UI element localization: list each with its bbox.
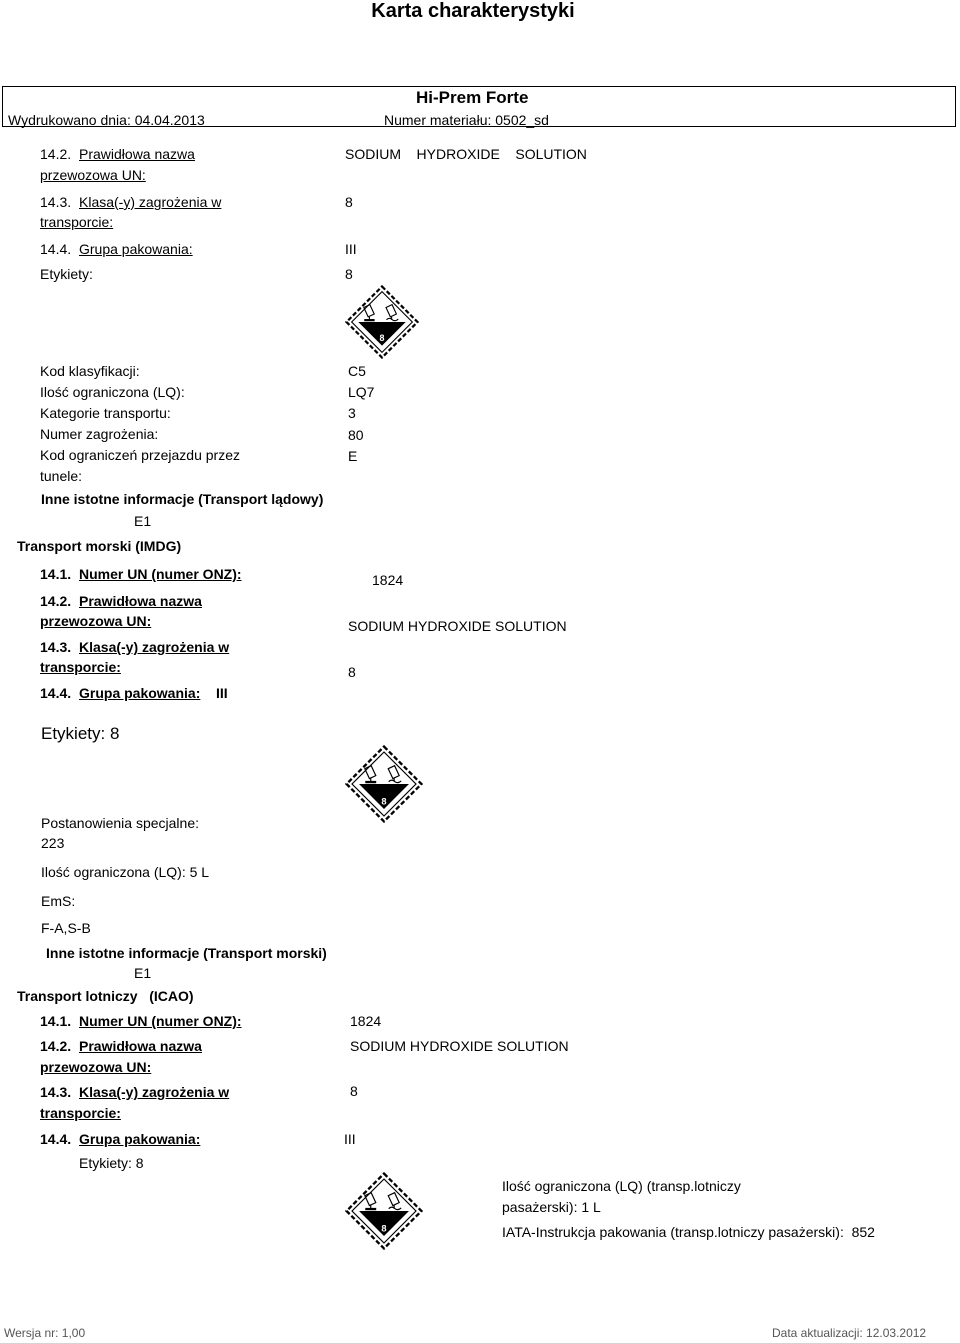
sea-other-info-value: E1 (134, 965, 152, 981)
air-141-value: 1824 (350, 1013, 382, 1029)
sea-other-info-heading: Inne istotne informacje (Transport morski) (46, 945, 327, 961)
road-144-value: III (345, 241, 357, 257)
air-144-label: Grupa pakowania: (79, 1131, 201, 1147)
air-144-value: III (344, 1131, 356, 1147)
air-143-label: Klasa(-y) zagrożenia w (79, 1084, 230, 1100)
hazard-class-number: 8 (381, 1223, 387, 1234)
road-144-num: 14.4. (40, 241, 72, 257)
sea-heading: Transport morski (IMDG) (17, 538, 182, 554)
road-143-value: 8 (345, 194, 353, 210)
air-143-value: 8 (350, 1083, 358, 1099)
footer-version: Wersja nr: 1,00 (4, 1326, 86, 1340)
sea-141-value: 1824 (372, 572, 404, 588)
road-other-info-value: E1 (134, 513, 152, 529)
road-143-num: 14.3. (40, 194, 72, 210)
road-tunnel-label: Kod ograniczeń przejazdu przez (40, 447, 241, 463)
footer-updated: Data aktualizacji: 12.03.2012 (772, 1326, 927, 1340)
sea-144-value: III (216, 685, 228, 701)
document-title: Karta charakterystyki (371, 0, 575, 22)
road-hazard-number-label: Numer zagrożenia: (40, 426, 159, 442)
sea-142-label: Prawidłowa nazwa (79, 593, 202, 609)
sea-143-num: 14.3. (40, 639, 72, 655)
printed-date: Wydrukowano dnia: 04.04.2013 (8, 112, 205, 128)
air-limited-qty-line1: Ilość ograniczona (LQ) (transp.lotniczy (502, 1178, 741, 1194)
road-labels-label: Etykiety: (40, 266, 93, 282)
air-heading: Transport lotniczy (ICAO) (17, 988, 194, 1004)
sea-ems-value: F-A,S-B (41, 920, 91, 936)
hazard-class-number: 8 (381, 796, 387, 807)
sea-143-label2: transporcie: (40, 659, 121, 675)
corrosive-class-8-icon (345, 285, 419, 359)
road-144-label: Grupa pakowania: (79, 241, 193, 257)
road-labels-value: 8 (345, 266, 353, 282)
air-141-num: 14.1. (40, 1013, 72, 1029)
air-142-num: 14.2. (40, 1038, 72, 1054)
sea-special-provisions-value: 223 (41, 835, 65, 851)
sea-142-label2: przewozowa UN: (40, 613, 152, 629)
sea-142-num: 14.2. (40, 593, 72, 609)
air-143-label2: transporcie: (40, 1105, 121, 1121)
air-iata-instruction: IATA-Instrukcja pakowania (transp.lotniczy pasażerski): 852 (502, 1224, 875, 1240)
road-category-label: Kategorie transportu: (40, 405, 171, 421)
air-143-num: 14.3. (40, 1084, 72, 1100)
road-142-value: SODIUM HYDROXIDE SOLUTION (345, 146, 587, 162)
road-category-value: 3 (348, 405, 356, 421)
road-142-num: 14.2. (40, 146, 72, 162)
road-lq-value: LQ7 (348, 384, 375, 400)
air-144-num: 14.4. (40, 1131, 72, 1147)
material-number: Numer materiału: 0502_sd (384, 112, 549, 128)
sea-limited-qty: Ilość ograniczona (LQ): 5 L (41, 864, 210, 880)
sea-144-num: 14.4. (40, 685, 72, 701)
sea-143-label: Klasa(-y) zagrożenia w (79, 639, 230, 655)
sea-special-provisions-label: Postanowienia specjalne: (41, 815, 199, 831)
road-classification-label: Kod klasyfikacji: (40, 363, 140, 379)
air-142-value: SODIUM HYDROXIDE SOLUTION (350, 1038, 569, 1054)
sea-144-label: Grupa pakowania: (79, 685, 201, 701)
air-142-label2: przewozowa UN: (40, 1059, 152, 1075)
air-141-label: Numer UN (numer ONZ): (79, 1013, 242, 1029)
road-142-label2: przewozowa UN: (40, 167, 146, 183)
sea-labels: Etykiety: 8 (41, 724, 120, 743)
road-other-info-heading: Inne istotne informacje (Transport lądowy) (41, 491, 324, 507)
road-classification-value: C5 (348, 363, 366, 379)
product-name: Hi-Prem Forte (416, 88, 529, 107)
air-labels: Etykiety: 8 (79, 1155, 144, 1171)
road-lq-label: Ilość ograniczona (LQ): (40, 384, 185, 400)
corrosive-class-8-icon (345, 1172, 423, 1250)
corrosive-class-8-icon (345, 745, 423, 823)
road-tunnel-label2: tunele: (40, 468, 83, 484)
road-hazard-number-value: 80 (348, 427, 364, 443)
sea-143-value: 8 (348, 664, 356, 680)
hazard-class-number: 8 (379, 333, 385, 344)
sea-141-num: 14.1. (40, 566, 72, 582)
sea-ems-label: EmS: (41, 893, 76, 909)
road-143-label2: transporcie: (40, 214, 114, 230)
road-tunnel-value: E (348, 448, 358, 464)
road-142-label: Prawidłowa nazwa (79, 146, 195, 162)
sea-141-label: Numer UN (numer ONZ): (79, 566, 242, 582)
sea-142-value: SODIUM HYDROXIDE SOLUTION (348, 618, 567, 634)
road-143-label: Klasa(-y) zagrożenia w (79, 194, 222, 210)
air-142-label: Prawidłowa nazwa (79, 1038, 202, 1054)
air-limited-qty-line2: pasażerski): 1 L (502, 1199, 601, 1215)
